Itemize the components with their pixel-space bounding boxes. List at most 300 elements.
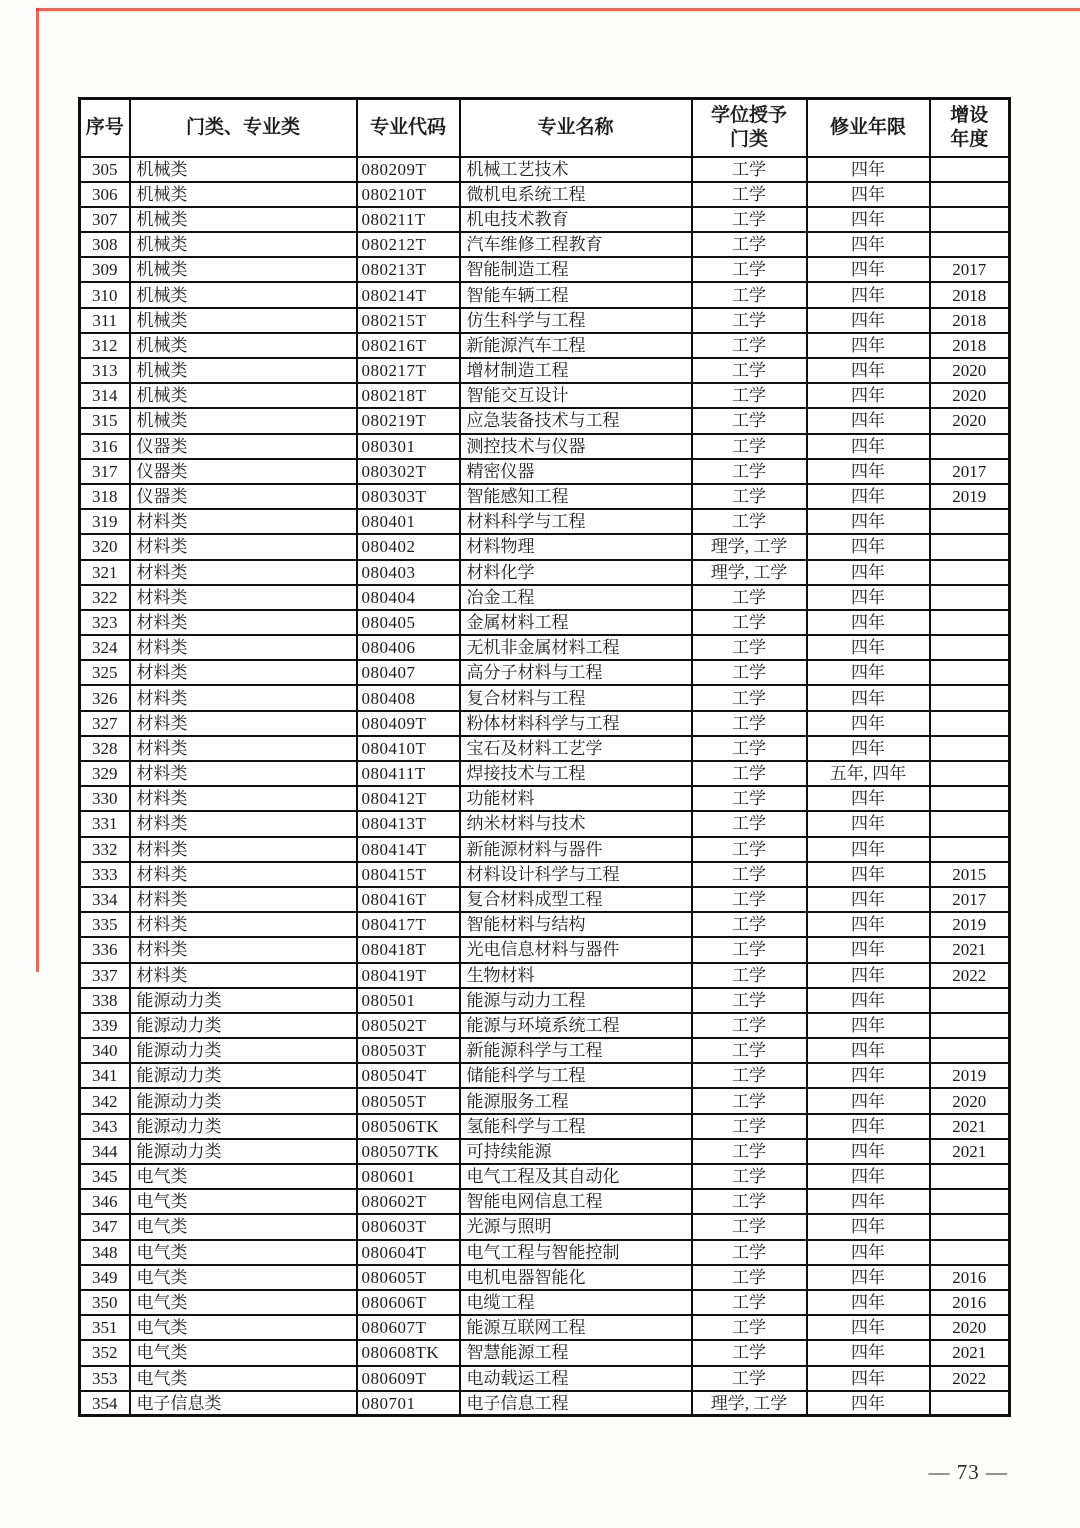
cell-degree: 工学 <box>692 1366 807 1391</box>
cell-year-added <box>930 560 1010 585</box>
cell-year-added <box>930 988 1010 1013</box>
cell-year-added <box>930 534 1010 559</box>
cell-category: 能源动力类 <box>130 1063 357 1088</box>
cell-serial: 310 <box>80 282 130 307</box>
cell-serial: 308 <box>80 232 130 257</box>
table-row <box>80 1366 1010 1391</box>
table-row <box>80 534 1010 559</box>
cell-category: 材料类 <box>130 509 357 534</box>
cell-category: 电气类 <box>130 1366 357 1391</box>
cell-duration: 四年 <box>807 1088 930 1113</box>
cell-code: 080501 <box>357 988 460 1013</box>
cell-code: 080415T <box>357 862 460 887</box>
cell-code: 080215T <box>357 308 460 333</box>
cell-year-added: 2021 <box>930 1114 1010 1139</box>
cell-duration: 四年 <box>807 1063 930 1088</box>
header-cell-degree <box>692 99 807 157</box>
cell-year-added: 2020 <box>930 1315 1010 1340</box>
table-row <box>80 711 1010 736</box>
cell-name: 能源服务工程 <box>460 1088 692 1113</box>
cell-code: 080414T <box>357 837 460 862</box>
cell-code: 080601 <box>357 1164 460 1189</box>
table-header-row <box>80 99 1010 157</box>
cell-category: 电气类 <box>130 1214 357 1239</box>
cell-serial: 305 <box>80 157 130 182</box>
cell-degree: 工学 <box>692 736 807 761</box>
cell-year-added <box>930 736 1010 761</box>
cell-degree: 工学 <box>692 862 807 887</box>
cell-year-added: 2022 <box>930 963 1010 988</box>
cell-serial: 352 <box>80 1340 130 1365</box>
cell-serial: 346 <box>80 1189 130 1214</box>
cell-duration: 四年 <box>807 937 930 962</box>
cell-duration: 四年 <box>807 308 930 333</box>
header-cell-serial <box>80 99 130 157</box>
cell-code: 080211T <box>357 207 460 232</box>
cell-duration: 四年 <box>807 988 930 1013</box>
cell-year-added <box>930 1391 1010 1416</box>
table-row <box>80 408 1010 433</box>
table-row <box>80 912 1010 937</box>
header-label-category: 门类、专业类 <box>185 116 300 138</box>
cell-year-added <box>930 786 1010 811</box>
cell-degree: 工学 <box>692 408 807 433</box>
cell-year-added <box>930 1240 1010 1265</box>
cell-duration: 四年 <box>807 459 930 484</box>
cell-duration: 四年 <box>807 257 930 282</box>
cell-degree: 工学 <box>692 509 807 534</box>
cell-year-added <box>930 635 1010 660</box>
cell-degree: 工学 <box>692 685 807 710</box>
cell-name: 储能科学与工程 <box>460 1063 692 1088</box>
header-label-degree: 学位授予门类 <box>710 105 787 150</box>
header-cell-category <box>130 99 357 157</box>
cell-category: 材料类 <box>130 811 357 836</box>
cell-degree: 工学 <box>692 383 807 408</box>
cell-name: 材料物理 <box>460 534 692 559</box>
cell-name: 智能交互设计 <box>460 383 692 408</box>
cell-duration: 四年 <box>807 1189 930 1214</box>
table-row <box>80 560 1010 585</box>
cell-duration: 四年 <box>807 786 930 811</box>
cell-code: 080418T <box>357 937 460 962</box>
cell-serial: 312 <box>80 333 130 358</box>
cell-duration: 四年 <box>807 1214 930 1239</box>
cell-serial: 347 <box>80 1214 130 1239</box>
cell-category: 能源动力类 <box>130 1114 357 1139</box>
cell-year-added: 2017 <box>930 257 1010 282</box>
table-row <box>80 660 1010 685</box>
cell-degree: 工学 <box>692 434 807 459</box>
cell-name: 汽车维修工程教育 <box>460 232 692 257</box>
cell-serial: 344 <box>80 1139 130 1164</box>
cell-code: 080608TK <box>357 1340 460 1365</box>
cell-code: 080416T <box>357 887 460 912</box>
cell-year-added <box>930 157 1010 182</box>
cell-name: 无机非金属材料工程 <box>460 635 692 660</box>
cell-year-added <box>930 811 1010 836</box>
cell-degree: 工学 <box>692 1214 807 1239</box>
cell-name: 新能源材料与器件 <box>460 837 692 862</box>
cell-year-added <box>930 660 1010 685</box>
cell-name: 电机电器智能化 <box>460 1265 692 1290</box>
cell-duration: 四年 <box>807 1391 930 1416</box>
cell-name: 功能材料 <box>460 786 692 811</box>
header-label-serial: 序号 <box>85 116 124 138</box>
cell-serial: 327 <box>80 711 130 736</box>
cell-duration: 四年 <box>807 610 930 635</box>
cell-code: 080507TK <box>357 1139 460 1164</box>
cell-serial: 351 <box>80 1315 130 1340</box>
cell-year-added <box>930 761 1010 786</box>
cell-degree: 工学 <box>692 484 807 509</box>
cell-name: 粉体材料科学与工程 <box>460 711 692 736</box>
table-row <box>80 1013 1010 1038</box>
cell-degree: 工学 <box>692 1189 807 1214</box>
cell-year-added <box>930 711 1010 736</box>
cell-serial: 329 <box>80 761 130 786</box>
cell-degree: 工学 <box>692 257 807 282</box>
cell-category: 仪器类 <box>130 434 357 459</box>
cell-code: 080404 <box>357 585 460 610</box>
cell-degree: 工学 <box>692 811 807 836</box>
cell-duration: 四年 <box>807 1164 930 1189</box>
cell-code: 080214T <box>357 282 460 307</box>
cell-duration: 四年 <box>807 534 930 559</box>
cell-year-added: 2021 <box>930 1340 1010 1365</box>
cell-code: 080408 <box>357 685 460 710</box>
cell-serial: 331 <box>80 811 130 836</box>
cell-code: 080303T <box>357 484 460 509</box>
cell-degree: 工学 <box>692 837 807 862</box>
cell-degree: 工学 <box>692 988 807 1013</box>
cell-serial: 328 <box>80 736 130 761</box>
cell-name: 宝石及材料工艺学 <box>460 736 692 761</box>
cell-degree: 工学 <box>692 761 807 786</box>
table-row <box>80 610 1010 635</box>
table-row <box>80 736 1010 761</box>
cell-code: 080217T <box>357 358 460 383</box>
cell-category: 机械类 <box>130 408 357 433</box>
cell-name: 测控技术与仪器 <box>460 434 692 459</box>
red-margin-line-left <box>36 8 39 972</box>
cell-code: 080410T <box>357 736 460 761</box>
cell-duration: 四年 <box>807 560 930 585</box>
cell-duration: 四年 <box>807 585 930 610</box>
table-row <box>80 1391 1010 1416</box>
cell-degree: 理学, 工学 <box>692 560 807 585</box>
cell-serial: 315 <box>80 408 130 433</box>
cell-duration: 四年 <box>807 837 930 862</box>
cell-category: 材料类 <box>130 786 357 811</box>
cell-category: 电气类 <box>130 1189 357 1214</box>
cell-category: 电气类 <box>130 1340 357 1365</box>
cell-code: 080409T <box>357 711 460 736</box>
cell-serial: 311 <box>80 308 130 333</box>
table-row <box>80 282 1010 307</box>
cell-duration: 四年 <box>807 509 930 534</box>
cell-year-added: 2020 <box>930 358 1010 383</box>
cell-category: 机械类 <box>130 257 357 282</box>
cell-duration: 四年 <box>807 358 930 383</box>
cell-category: 材料类 <box>130 963 357 988</box>
cell-name: 应急装备技术与工程 <box>460 408 692 433</box>
cell-serial: 316 <box>80 434 130 459</box>
table-row <box>80 308 1010 333</box>
cell-code: 080219T <box>357 408 460 433</box>
table-row <box>80 1139 1010 1164</box>
table-row <box>80 182 1010 207</box>
cell-category: 材料类 <box>130 937 357 962</box>
table-row <box>80 1315 1010 1340</box>
cell-degree: 工学 <box>692 1038 807 1063</box>
cell-name: 仿生科学与工程 <box>460 308 692 333</box>
cell-degree: 工学 <box>692 459 807 484</box>
header-label-duration: 修业年限 <box>829 116 906 138</box>
cell-code: 080405 <box>357 610 460 635</box>
cell-degree: 工学 <box>692 1139 807 1164</box>
cell-degree: 工学 <box>692 963 807 988</box>
majors-table <box>78 97 1011 1417</box>
cell-category: 机械类 <box>130 282 357 307</box>
table-row <box>80 1063 1010 1088</box>
cell-year-added <box>930 1038 1010 1063</box>
cell-name: 焊接技术与工程 <box>460 761 692 786</box>
cell-duration: 四年 <box>807 1315 930 1340</box>
cell-name: 智能材料与结构 <box>460 912 692 937</box>
cell-degree: 工学 <box>692 308 807 333</box>
cell-serial: 317 <box>80 459 130 484</box>
cell-year-added: 2016 <box>930 1290 1010 1315</box>
cell-name: 能源互联网工程 <box>460 1315 692 1340</box>
cell-serial: 342 <box>80 1088 130 1113</box>
cell-duration: 四年 <box>807 635 930 660</box>
cell-code: 080419T <box>357 963 460 988</box>
cell-serial: 349 <box>80 1265 130 1290</box>
table-row <box>80 1088 1010 1113</box>
header-cell-name <box>460 99 692 157</box>
cell-duration: 四年 <box>807 1290 930 1315</box>
cell-degree: 工学 <box>692 887 807 912</box>
cell-serial: 307 <box>80 207 130 232</box>
cell-year-added <box>930 1214 1010 1239</box>
cell-serial: 350 <box>80 1290 130 1315</box>
table-row <box>80 635 1010 660</box>
cell-duration: 四年 <box>807 711 930 736</box>
cell-degree: 工学 <box>692 1315 807 1340</box>
table-row <box>80 383 1010 408</box>
cell-category: 机械类 <box>130 383 357 408</box>
cell-category: 机械类 <box>130 182 357 207</box>
cell-year-added: 2020 <box>930 1088 1010 1113</box>
table-row <box>80 257 1010 282</box>
cell-code: 080609T <box>357 1366 460 1391</box>
cell-degree: 工学 <box>692 207 807 232</box>
cell-category: 材料类 <box>130 560 357 585</box>
cell-name: 材料科学与工程 <box>460 509 692 534</box>
cell-degree: 工学 <box>692 282 807 307</box>
cell-category: 能源动力类 <box>130 1088 357 1113</box>
cell-category: 机械类 <box>130 207 357 232</box>
cell-duration: 四年 <box>807 736 930 761</box>
cell-year-added <box>930 685 1010 710</box>
cell-serial: 326 <box>80 685 130 710</box>
cell-duration: 五年, 四年 <box>807 761 930 786</box>
cell-year-added <box>930 434 1010 459</box>
cell-name: 智能感知工程 <box>460 484 692 509</box>
cell-degree: 工学 <box>692 182 807 207</box>
cell-category: 能源动力类 <box>130 1013 357 1038</box>
cell-category: 电气类 <box>130 1240 357 1265</box>
cell-category: 机械类 <box>130 232 357 257</box>
cell-code: 080503T <box>357 1038 460 1063</box>
cell-year-added: 2016 <box>930 1265 1010 1290</box>
table-row <box>80 585 1010 610</box>
cell-serial: 334 <box>80 887 130 912</box>
cell-serial: 314 <box>80 383 130 408</box>
cell-category: 电气类 <box>130 1265 357 1290</box>
cell-code: 080602T <box>357 1189 460 1214</box>
cell-serial: 340 <box>80 1038 130 1063</box>
table-row <box>80 358 1010 383</box>
cell-serial: 345 <box>80 1164 130 1189</box>
cell-degree: 工学 <box>692 1340 807 1365</box>
cell-category: 能源动力类 <box>130 988 357 1013</box>
cell-category: 材料类 <box>130 862 357 887</box>
cell-degree: 工学 <box>692 1114 807 1139</box>
cell-code: 080216T <box>357 333 460 358</box>
table-row <box>80 887 1010 912</box>
table-row <box>80 157 1010 182</box>
table-row <box>80 786 1010 811</box>
cell-name: 智能制造工程 <box>460 257 692 282</box>
cell-year-added <box>930 1164 1010 1189</box>
cell-duration: 四年 <box>807 1013 930 1038</box>
header-cell-duration <box>807 99 930 157</box>
cell-serial: 341 <box>80 1063 130 1088</box>
cell-year-added: 2017 <box>930 887 1010 912</box>
header-label-year: 增设年度 <box>950 105 989 150</box>
cell-category: 材料类 <box>130 610 357 635</box>
cell-category: 仪器类 <box>130 484 357 509</box>
cell-degree: 工学 <box>692 786 807 811</box>
red-margin-line-top <box>36 8 1080 11</box>
cell-year-added: 2017 <box>930 459 1010 484</box>
cell-name: 材料化学 <box>460 560 692 585</box>
cell-degree: 工学 <box>692 157 807 182</box>
cell-degree: 工学 <box>692 358 807 383</box>
cell-code: 080607T <box>357 1315 460 1340</box>
cell-degree: 工学 <box>692 635 807 660</box>
cell-category: 材料类 <box>130 585 357 610</box>
cell-degree: 理学, 工学 <box>692 534 807 559</box>
cell-code: 080701 <box>357 1391 460 1416</box>
cell-degree: 工学 <box>692 937 807 962</box>
cell-category: 仪器类 <box>130 459 357 484</box>
cell-serial: 330 <box>80 786 130 811</box>
cell-degree: 工学 <box>692 610 807 635</box>
cell-degree: 工学 <box>692 711 807 736</box>
cell-category: 材料类 <box>130 635 357 660</box>
page-number: — 73 — <box>928 1460 1008 1484</box>
cell-category: 材料类 <box>130 761 357 786</box>
cell-year-added: 2020 <box>930 408 1010 433</box>
cell-name: 智能车辆工程 <box>460 282 692 307</box>
cell-duration: 四年 <box>807 434 930 459</box>
cell-category: 电子信息类 <box>130 1391 357 1416</box>
cell-serial: 322 <box>80 585 130 610</box>
cell-year-added <box>930 1013 1010 1038</box>
cell-name: 电气工程及其自动化 <box>460 1164 692 1189</box>
table-row <box>80 484 1010 509</box>
table-header <box>80 99 1010 157</box>
cell-code: 080218T <box>357 383 460 408</box>
cell-code: 080417T <box>357 912 460 937</box>
cell-name: 新能源科学与工程 <box>460 1038 692 1063</box>
cell-name: 新能源汽车工程 <box>460 333 692 358</box>
cell-code: 080412T <box>357 786 460 811</box>
cell-duration: 四年 <box>807 333 930 358</box>
cell-duration: 四年 <box>807 157 930 182</box>
cell-serial: 339 <box>80 1013 130 1038</box>
cell-degree: 工学 <box>692 1013 807 1038</box>
cell-serial: 343 <box>80 1114 130 1139</box>
table-row <box>80 1038 1010 1063</box>
majors-table-container <box>78 97 1011 1417</box>
cell-name: 微机电系统工程 <box>460 182 692 207</box>
cell-category: 电气类 <box>130 1315 357 1340</box>
cell-category: 材料类 <box>130 912 357 937</box>
cell-name: 氢能科学与工程 <box>460 1114 692 1139</box>
cell-year-added: 2022 <box>930 1366 1010 1391</box>
cell-category: 材料类 <box>130 685 357 710</box>
cell-year-added: 2015 <box>930 862 1010 887</box>
cell-code: 080606T <box>357 1290 460 1315</box>
cell-serial: 325 <box>80 660 130 685</box>
cell-degree: 工学 <box>692 1164 807 1189</box>
cell-category: 机械类 <box>130 358 357 383</box>
cell-duration: 四年 <box>807 963 930 988</box>
table-row <box>80 761 1010 786</box>
cell-category: 电气类 <box>130 1290 357 1315</box>
cell-year-added: 2020 <box>930 383 1010 408</box>
cell-category: 电气类 <box>130 1164 357 1189</box>
cell-duration: 四年 <box>807 1038 930 1063</box>
cell-category: 机械类 <box>130 333 357 358</box>
table-row <box>80 232 1010 257</box>
cell-year-added: 2018 <box>930 282 1010 307</box>
cell-category: 机械类 <box>130 308 357 333</box>
cell-year-added <box>930 1189 1010 1214</box>
table-row <box>80 1164 1010 1189</box>
cell-serial: 336 <box>80 937 130 962</box>
cell-year-added <box>930 509 1010 534</box>
cell-serial: 320 <box>80 534 130 559</box>
cell-category: 材料类 <box>130 534 357 559</box>
cell-name: 复合材料成型工程 <box>460 887 692 912</box>
cell-serial: 324 <box>80 635 130 660</box>
cell-code: 080403 <box>357 560 460 585</box>
cell-year-added: 2019 <box>930 912 1010 937</box>
cell-code: 080413T <box>357 811 460 836</box>
cell-code: 080504T <box>357 1063 460 1088</box>
cell-year-added: 2019 <box>930 484 1010 509</box>
cell-serial: 348 <box>80 1240 130 1265</box>
cell-serial: 318 <box>80 484 130 509</box>
cell-name: 机电技术教育 <box>460 207 692 232</box>
cell-year-added <box>930 837 1010 862</box>
cell-duration: 四年 <box>807 685 930 710</box>
